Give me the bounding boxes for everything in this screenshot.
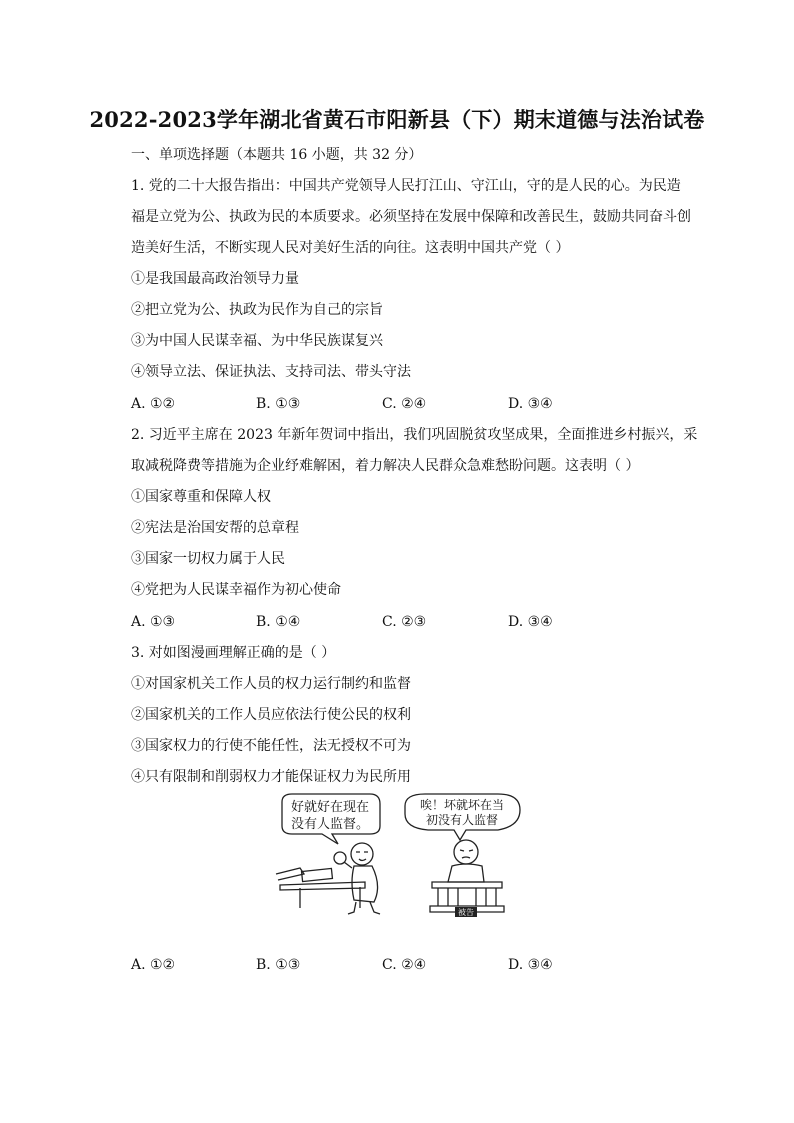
left-person-legs [348, 902, 380, 914]
right-person-head [454, 840, 478, 864]
dock-rail [432, 882, 502, 888]
q1-option-c: C. ②④ [382, 396, 427, 412]
q1-statement-3: ③为中国人民谋幸福、为中华民族谋复兴 [131, 333, 383, 349]
right-bubble-line-2: 初没有人监督 [425, 813, 499, 827]
q1-statement-1: ①是我国最高政治领导力量 [131, 271, 299, 287]
left-person-head [351, 843, 373, 865]
left-person-face [356, 852, 368, 861]
left-bubble-line-2: 没有人监督。 [290, 817, 370, 832]
q3-statement-4: ④只有限制和削弱权力才能保证权力为民所用 [131, 769, 411, 785]
q2-option-c: C. ②③ [382, 614, 427, 630]
dock-pillars [438, 888, 496, 906]
q3-statement-3: ③国家权力的行使不能任性，法无授权不可为 [131, 738, 411, 754]
cartoon-image [270, 790, 530, 920]
left-bubble-line-1: 好就好在现在 [290, 800, 370, 815]
q2-stem-line-1: 2. 习近平主席在 2023 年新年贺词中指出，我们巩固脱贫攻坚成果，全面推进乡村振兴，采 [131, 427, 698, 443]
q2-statement-1: ①国家尊重和保障人权 [131, 489, 271, 505]
dock-label: 被告 [458, 908, 474, 917]
q2-option-d: D. ③④ [508, 614, 553, 630]
q3-stem-line-1: 3. 对如图漫画理解正确的是（ ） [131, 645, 336, 661]
q3-option-a: A. ①② [131, 957, 176, 973]
q2-option-b: B. ①④ [256, 614, 301, 630]
q1-statement-2: ②把立党为公、执政为民作为自己的宗旨 [131, 302, 383, 318]
q3-statement-1: ①对国家机关工作人员的权力运行制约和监督 [131, 676, 411, 692]
right-person-face [460, 850, 473, 858]
q1-option-d: D. ③④ [508, 396, 553, 412]
q1-statement-4: ④领导立法、保证执法、支持司法、带头守法 [131, 364, 411, 380]
right-bubble-line-1: 唉！坏就坏在当 [419, 798, 505, 812]
exam-title: 2022-2023学年湖北省黄石市阳新县（下）期末道德与法治试卷 [89, 107, 705, 132]
q1-stem-line-2: 福是立党为公、执政为民的本质要求。必须坚持在发展中保障和改善民生，鼓励共同奋斗创 [131, 209, 691, 225]
q1-option-a: A. ①② [131, 396, 176, 412]
q1-option-b: B. ①③ [256, 396, 301, 412]
q2-stem-line-2: 取减税降费等措施为企业纾难解困，着力解决人民群众急难愁盼问题。这表明（ ） [131, 458, 640, 474]
q2-statement-4: ④党把为人民谋幸福作为初心使命 [131, 582, 341, 598]
q2-statement-3: ③国家一切权力属于人民 [131, 551, 285, 567]
q3-statement-2: ②国家机关的工作人员应依法行使公民的权利 [131, 707, 411, 723]
right-person-body [448, 864, 484, 882]
section-header: 一、单项选择题（本题共 16 小题，共 32 分） [131, 147, 423, 163]
q1-stem-line-3: 造美好生活，不断实现人民对美好生活的向往。这表明中国共产党（ ） [131, 240, 570, 256]
q3-option-c: C. ②④ [382, 957, 427, 973]
q2-statement-2: ②宪法是治国安帮的总章程 [131, 520, 299, 536]
document-stack [302, 868, 333, 881]
magnifier [334, 852, 352, 868]
q3-option-d: D. ③④ [508, 957, 553, 973]
handing-arm [276, 868, 304, 880]
q3-option-b: B. ①③ [256, 957, 301, 973]
q1-stem-line-1: 1. 党的二十大报告指出：中国共产党领导人民打江山、守江山，守的是人民的心。为民造 [131, 178, 681, 194]
q2-option-a: A. ①③ [131, 614, 176, 630]
